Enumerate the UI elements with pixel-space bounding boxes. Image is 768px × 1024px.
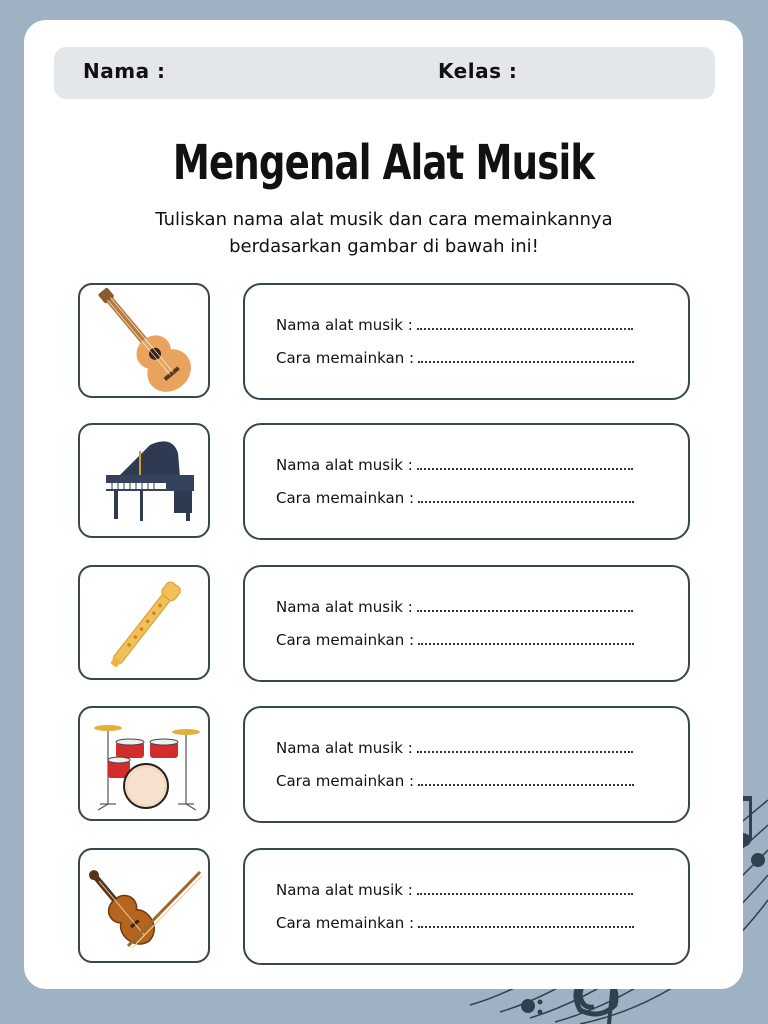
how-to-play-field[interactable] bbox=[276, 349, 634, 367]
how-to-play-field[interactable] bbox=[276, 772, 634, 790]
recorder-icon bbox=[80, 567, 212, 682]
how-to-play-field[interactable] bbox=[276, 631, 634, 649]
how-to-play-label: Cara memainkan : bbox=[276, 349, 415, 367]
worksheet-title: Mengenal Alat Musik bbox=[172, 135, 595, 191]
worksheet bbox=[24, 20, 743, 989]
how-to-play-label: Cara memainkan : bbox=[276, 489, 415, 507]
answer-box-5[interactable] bbox=[243, 848, 690, 965]
picture-box-3 bbox=[78, 565, 210, 680]
violin-icon bbox=[80, 850, 212, 965]
how-to-play-label: Cara memainkan : bbox=[276, 631, 415, 649]
picture-box-1 bbox=[78, 283, 210, 398]
guitar-icon bbox=[80, 285, 212, 400]
instructions-line-2: berdasarkan gambar di bawah ini! bbox=[229, 236, 539, 257]
name-label: Nama : bbox=[83, 59, 166, 83]
instructions-line-1: Tuliskan nama alat musik dan cara memainkannya bbox=[155, 209, 613, 230]
how-to-play-field[interactable] bbox=[276, 914, 634, 932]
instrument-name-field[interactable] bbox=[276, 739, 633, 757]
instrument-name-field[interactable] bbox=[276, 881, 633, 899]
instructions bbox=[84, 206, 684, 260]
instrument-name-field[interactable] bbox=[276, 316, 633, 334]
how-to-play-label: Cara memainkan : bbox=[276, 914, 415, 932]
picture-box-5 bbox=[78, 848, 210, 963]
instrument-name-label: Nama alat musik : bbox=[276, 316, 413, 334]
instrument-name-label: Nama alat musik : bbox=[276, 456, 413, 474]
piano-icon bbox=[80, 425, 212, 540]
answer-box-4[interactable] bbox=[243, 706, 690, 823]
drum-set-icon bbox=[80, 708, 212, 823]
answer-box-1[interactable] bbox=[243, 283, 690, 400]
how-to-play-field[interactable] bbox=[276, 489, 634, 507]
instrument-name-label: Nama alat musik : bbox=[276, 739, 413, 757]
picture-box-2 bbox=[78, 423, 210, 538]
instrument-name-field[interactable] bbox=[276, 456, 633, 474]
picture-box-4 bbox=[78, 706, 210, 821]
instrument-name-label: Nama alat musik : bbox=[276, 881, 413, 899]
answer-box-3[interactable] bbox=[243, 565, 690, 682]
instrument-name-field[interactable] bbox=[276, 598, 633, 616]
student-info-bar bbox=[54, 47, 715, 99]
class-label: Kelas : bbox=[438, 59, 518, 83]
instrument-name-label: Nama alat musik : bbox=[276, 598, 413, 616]
answer-box-2[interactable] bbox=[243, 423, 690, 540]
how-to-play-label: Cara memainkan : bbox=[276, 772, 415, 790]
